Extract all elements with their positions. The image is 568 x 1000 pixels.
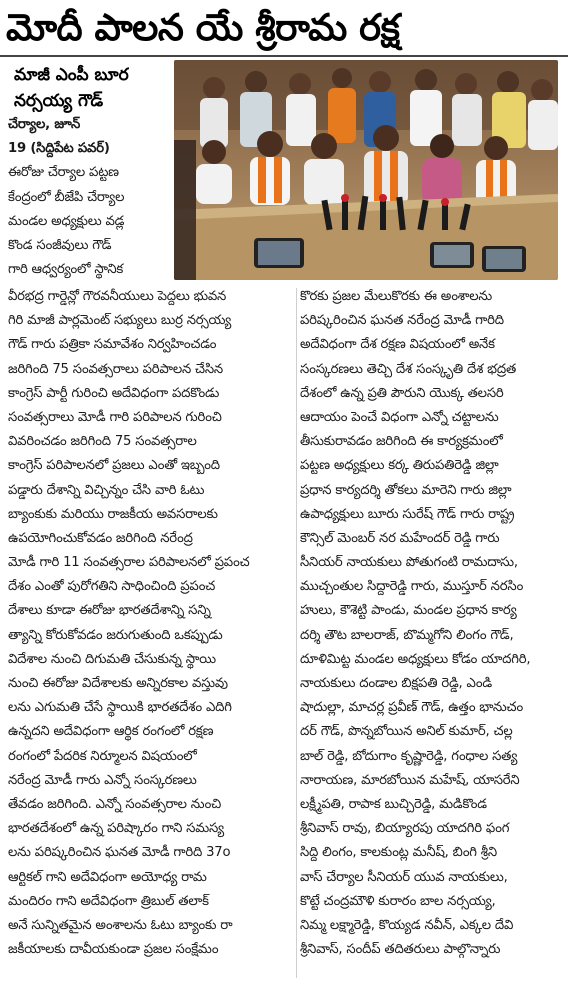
article-line: ముచ్చంతుల సిద్దారెడ్డి గారు, ముస్తూర్ నరసిం bbox=[300, 579, 524, 595]
article-line: ఆర్టికల్ గాని అదేవిధంగా అయోధ్య రామ bbox=[8, 869, 207, 885]
article-line: వివరించడం జరిగింది 75 సంవత్సరాల bbox=[8, 434, 197, 450]
article-line: సంస్కరణలు తెచ్చి దేశ సంస్కృతి దేశ భద్రత bbox=[300, 361, 517, 377]
article-line: కొండ సంజీవులు గౌడ్ bbox=[8, 237, 112, 253]
article-line: బ్యాంకుకు మరియు రాజకీయ అవసరాలకు bbox=[8, 506, 218, 522]
article-column-left bbox=[8, 285, 292, 962]
article-line: దేశంలో ఉన్న ప్రతి పౌరుని యొక్క తలసరి bbox=[300, 385, 504, 401]
article-line: త్యాన్ని కోరుకోవడం జరుగుతుంది ఒకప్పుడు bbox=[8, 627, 223, 643]
article-line: భారతదేశంలో ఉన్న పరిష్కారం గాని సమస్య bbox=[8, 821, 224, 837]
article-line: కొరకు ప్రజల మేలుకొరకు ఈ అంశాలను bbox=[300, 289, 493, 304]
subheading-line: మాజీ ఎంపీ బూర bbox=[14, 65, 129, 85]
article-line: ఆదాయం పెంచే విధంగా ఎన్నో చట్టాలను bbox=[300, 409, 499, 425]
article-line: కాంగ్రెస్ పార్టీ గురించి అదేవిధంగా పదకొండు bbox=[8, 385, 220, 401]
article-line: రంగంలో పేదరిక నిర్మూలన విషయంలో bbox=[8, 748, 197, 764]
article-line: శ్రీనివాస్ రావు, బియ్యారపు యాదగిరి ఫంగ bbox=[300, 821, 510, 837]
dateline-line: చేర్యాల, జూన్ bbox=[8, 117, 81, 132]
subheading-line: నర్సయ్య గౌడ్ bbox=[14, 91, 104, 111]
article-line: దర్ గౌడ్, పొన్నబోయిన అనిల్ కుమార్, చల్ల bbox=[300, 724, 513, 740]
article-line: గౌడ్ గారు పత్రికా సమావేశం నిర్వహించడం bbox=[8, 337, 217, 353]
article-line: లను ఎగుమతి చేసే స్థాయికి భారతదేశం ఎదిగి bbox=[8, 700, 232, 716]
article-line: షాదుల్లా, మాచర్ల ప్రవీణ్ గౌడ్, ఉత్తం భానుచం bbox=[300, 700, 523, 716]
article-line: పట్టణ అధ్యక్షులు కర్క తిరుపతిరెడ్డి జిల్లా bbox=[300, 458, 499, 474]
article-line: తీసుకురావడం జరిగింది ఈ కార్యక్రమంలో bbox=[300, 434, 503, 450]
article-line: నుంచి ఈరోజు విదేశాలకు అన్నిరకాల వస్తువు bbox=[8, 676, 228, 691]
article-line: లను పరిష్కరించిన ఘనత మోడీ గారిది 37o bbox=[8, 845, 231, 861]
article-line: తేవడం జరిగింది. ఎన్నో సంవత్సరాల నుంచి bbox=[8, 796, 221, 812]
article-line: దర్శి తౌట బాలరాజ్, బొమ్మగోని లింగం గౌడ్, bbox=[300, 627, 514, 643]
article-line: కేంద్రంలో బీజేపి చేర్యాల bbox=[8, 189, 125, 205]
article-line: నాయకులు దండాల బిక్షపతి రెడ్డి, ఎండి bbox=[300, 676, 492, 691]
article-line: ఉపాధ్యక్షులు బూరు సురేష్ గౌడ్ గారు రాష్ట్ర bbox=[300, 506, 515, 522]
article-line: కౌన్సిల్ మెంబర్ నర మహేందర్ రెడ్డి గారు bbox=[300, 530, 500, 546]
article-line: లక్ష్మీపతి, రాపాక బుచ్చిరెడ్డి, మడికొండ bbox=[300, 796, 487, 812]
article-column-lead bbox=[8, 113, 173, 282]
article-line: ఉన్నదని అదేవిధంగా ఆర్థిక రంగంలో రక్షణ bbox=[8, 724, 214, 740]
article-line: హులు, కౌశెట్టి పాండు, మండల ప్రధాన కార్య bbox=[300, 603, 517, 619]
column-divider bbox=[296, 288, 297, 978]
article-line: పడ్డారు దేశాన్ని విచ్చిన్నం చేసి వారి ఓటు bbox=[8, 482, 205, 498]
article-line: కాంగ్రెస్ పరిపాలనలో ప్రజలు ఎంతో ఇబ్బంది bbox=[8, 458, 220, 474]
article-line: దేశం ఎంతో పురోగతిని సాధించింది ప్రపంచ bbox=[8, 579, 216, 595]
article-line: వాస్ చేర్యాల సీనియర్ యువ నాయకులు, bbox=[300, 869, 508, 885]
subheading bbox=[14, 62, 170, 114]
article-line: ఈరోజు చేర్యాల పట్టణ bbox=[8, 165, 119, 181]
article-line: జకీయాలకు దావీయకుండా ప్రజల సంక్షేమం bbox=[8, 942, 219, 958]
article-line: నరేంద్ర మోడీ గారు ఎన్నో సంస్కరణలు bbox=[8, 772, 197, 788]
article-line: గిరి మాజీ పార్లమెంట్ సభ్యులు బుర్ర నర్సయ్య bbox=[8, 313, 232, 329]
article-line: ప్రధాన కార్యదర్శి తోకలు మారెని గారు జిల్లా bbox=[300, 482, 512, 498]
article-line: ఉపయోగించుకోవడం జరిగింది నరేంద్ర bbox=[8, 530, 193, 546]
article-line: మందిరం గాని అదేవిధంగా త్రిబుల్ తలాక్ bbox=[8, 893, 209, 909]
article-line: నిమ్మ లక్ష్మారెడ్డి, కొయ్యడ నవీన్, ఎక్కల దేవి bbox=[300, 917, 514, 933]
article-line: బాల్ రెడ్డి, బోదుగాం కృష్ణారెడ్డి, గంధాల సత్య bbox=[300, 748, 518, 764]
article-line: శ్రీనివాస్, సందీప్ తదితరులు పాల్గొన్నారు bbox=[300, 942, 501, 958]
article-line: సిద్ది లింగం, కాలకుంట్ల మనీష్, బింగి శ్రీని bbox=[300, 845, 497, 861]
dateline-line: 19 (సిద్దిపేట పవర్) bbox=[8, 141, 110, 157]
article-line: జరిగింది 75 సంవత్సరాలు పరిపాలన చేసిన bbox=[8, 361, 223, 377]
article-line: దేశాలు కూడా ఈరోజు భారతదేశాన్ని సన్ని bbox=[8, 603, 211, 619]
article-line: పరిష్కరించిన ఘనత నరేంద్ర మోడీ గారిది bbox=[300, 313, 504, 329]
article-line: సీనియర్ నాయకులు పోతుగంటి రామదాసు, bbox=[300, 555, 518, 571]
article-line: సంవత్సరాలు మోడీ గారి పరిపాలన గురించి bbox=[8, 409, 222, 425]
article-column-right bbox=[300, 285, 562, 962]
article-line: నారాయణ, మారబోయిన మహేష్, యాసరేని bbox=[300, 772, 520, 788]
article-line: అనే సున్నితమైన అంశాలను ఓటు బ్యాంకు రా bbox=[8, 917, 233, 933]
article-line: మండల అధ్యక్షులు వడ్ల bbox=[8, 213, 125, 229]
article-line: విదేశాల నుంచి దిగుమతి చేసుకున్న స్థాయి bbox=[8, 651, 216, 667]
headline: మోదీ పాలన యే శ్రీరామ రక్ష bbox=[6, 6, 400, 49]
article-line: గారి ఆధ్వర్యంలో స్థానిక bbox=[8, 262, 124, 278]
article-line: వీరభద్ర గార్డెన్లో గౌరవనీయులు పెద్దలు భువన bbox=[8, 289, 227, 304]
headline-rule bbox=[0, 55, 568, 57]
article-line: అదేవిధంగా దేశ రక్షణ విషయంలో అనేక bbox=[300, 337, 495, 353]
article-line: దూళిమిట్ట మండల అధ్యక్షులు కోడం యాదగిరి, bbox=[300, 651, 531, 667]
article-line: కొట్టే చంద్రమౌళి కురారం బాల నర్సయ్య, bbox=[300, 893, 496, 909]
press-meet-photo bbox=[174, 60, 558, 280]
article-line: మోడీ గారి 11 సంవత్సరాల పరిపాలనలో ప్రపంచ bbox=[8, 555, 250, 571]
